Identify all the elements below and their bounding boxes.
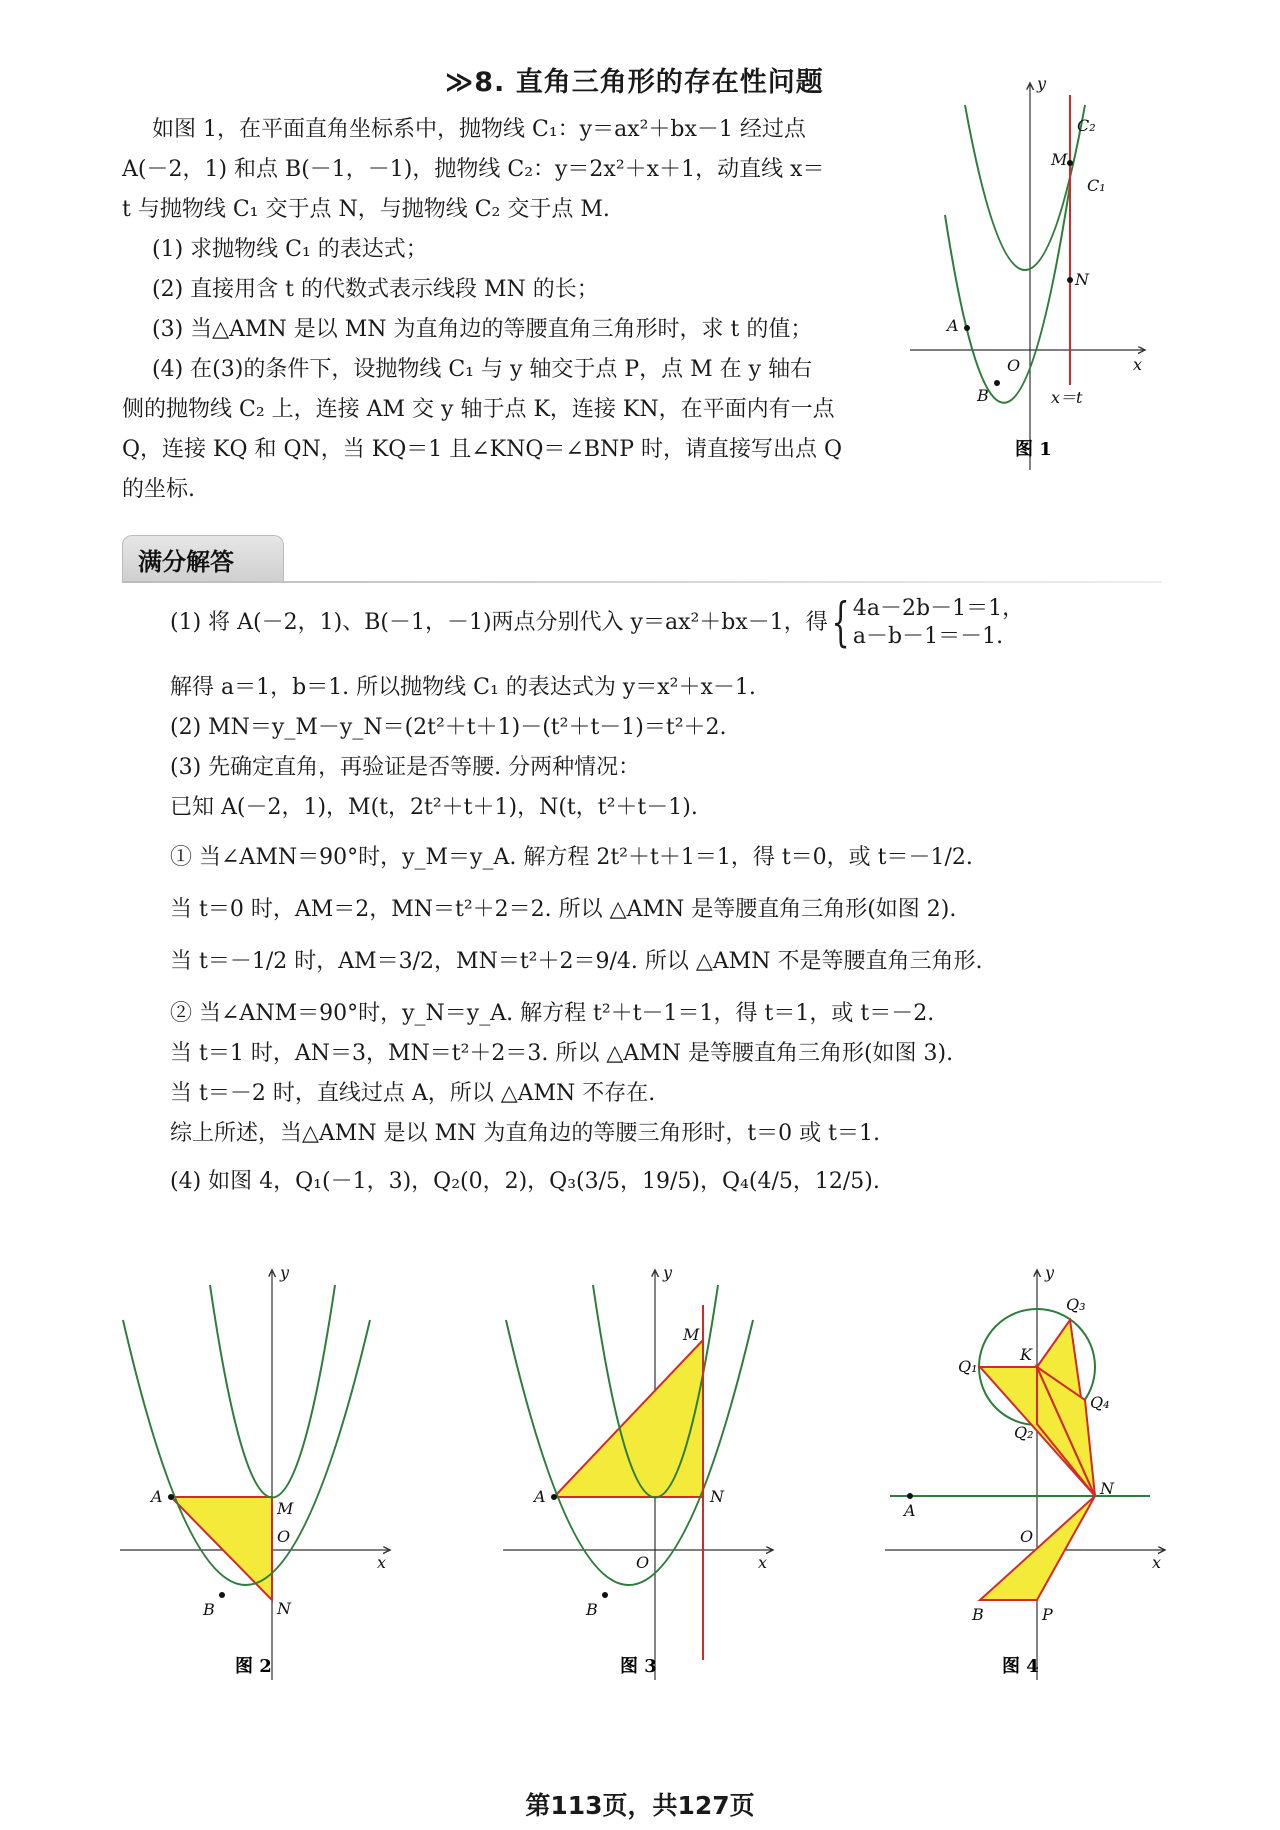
problem-line: (2) 直接用含 t 的代数式表示线段 MN 的长；	[152, 277, 599, 302]
label-x: x	[1152, 1553, 1162, 1572]
solution-line: 当 t＝－1/2 时，AM＝3/2，MN＝t²＋2＝9/4. 所以 △AMN 不是等腰直角三角形.	[170, 949, 983, 974]
label-m: M	[683, 1325, 700, 1344]
page-title: ≫8. 直角三角形的存在性问题	[445, 67, 824, 98]
point-m	[1067, 160, 1073, 166]
label-m: M	[1051, 150, 1068, 169]
figure-2-caption: 图 2	[235, 1656, 272, 1677]
problem-line: (4) 在(3)的条件下，设抛物线 C₁ 与 y 轴交于点 P，点 M 在 y 轴右	[152, 357, 813, 382]
solution-line: ① 当∠AMN＝90°时，y_M＝y_A. 解方程 2t²＋t＋1＝1，得 t＝0，或 t＝－1/2.	[170, 845, 973, 870]
label-line: x＝t	[1051, 388, 1083, 407]
label-n: N	[710, 1487, 724, 1506]
equation-row: 4a－2b－1＝1，	[852, 596, 1025, 621]
brace-icon: {	[831, 593, 850, 653]
solution-text: (1) 将 A(－2，1)、B(－1，－1)两点分别代入 y＝ax²＋bx－1，得	[170, 610, 828, 635]
parabola-c2	[965, 105, 1085, 270]
figure-4-caption: 图 4	[1002, 1656, 1039, 1677]
label-c2: C₂	[1077, 116, 1096, 135]
solution-line-1	[170, 595, 1150, 651]
solution-line: 当 t＝1 时，AN＝3，MN＝t²＋2＝3. 所以 △AMN 是等腰直角三角形(如图 3).	[170, 1041, 954, 1066]
label-a: A	[904, 1501, 916, 1520]
label-y: y	[1037, 75, 1047, 93]
section-label: 满分解答	[138, 548, 234, 576]
label-n: N	[1075, 270, 1089, 289]
label-n: N	[1100, 1479, 1114, 1498]
label-o: O	[636, 1553, 650, 1572]
problem-line: A(－2，1) 和点 B(－1，－1)，抛物线 C₂：y＝2x²＋x＋1，动直线 x＝	[122, 157, 825, 182]
problem-line: 侧的抛物线 C₂ 上，连接 AM 交 y 轴于点 K，连接 KN，在平面内有一点	[122, 397, 835, 422]
figure-3-caption: 图 3	[620, 1656, 657, 1677]
label-q2: Q₂	[1014, 1423, 1034, 1442]
solution-line: 当 t＝－2 时，直线过点 A，所以 △AMN 不存在.	[170, 1081, 656, 1106]
solution-line: (3) 先确定直角，再验证是否等腰. 分两种情况：	[170, 755, 641, 780]
problem-text	[122, 110, 892, 510]
solution-line: 解得 a＝1，b＝1. 所以抛物线 C₁ 的表达式为 y＝x²＋x－1.	[170, 675, 756, 700]
label-o: O	[1007, 356, 1021, 375]
label-b: B	[586, 1600, 598, 1619]
label-n: N	[277, 1599, 291, 1618]
triangle-amn	[171, 1497, 272, 1600]
label-a: A	[151, 1487, 163, 1506]
equation-system	[853, 595, 1024, 651]
figure-3	[498, 1260, 778, 1690]
label-o: O	[277, 1527, 291, 1546]
point-b	[994, 380, 1000, 386]
label-k: K	[1020, 1345, 1032, 1364]
label-c1: C₁	[1087, 176, 1106, 195]
problem-line: 的坐标.	[122, 477, 195, 502]
label-b: B	[972, 1605, 984, 1624]
label-x: x	[758, 1553, 768, 1572]
section-divider	[122, 581, 1162, 583]
label-q1: Q₁	[958, 1357, 978, 1376]
equation-row: a－b－1＝－1.	[852, 624, 1004, 649]
label-y: y	[280, 1263, 290, 1282]
page-footer: 第113页，共127页	[525, 1791, 755, 1820]
label-m: M	[277, 1499, 294, 1518]
label-x: x	[377, 1553, 387, 1572]
solution-line: 综上所述，当△AMN 是以 MN 为直角边的等腰三角形时，t＝0 或 t＝1.	[170, 1121, 880, 1146]
problem-line: (3) 当△AMN 是以 MN 为直角边的等腰直角三角形时，求 t 的值；	[152, 317, 813, 342]
solution-line: (4) 如图 4，Q₁(－1，3)，Q₂(0，2)，Q₃(3/5，19/5)，Q₄(4/5，12/5).	[170, 1169, 880, 1194]
problem-line: 如图 1，在平面直角坐标系中，抛物线 C₁：y＝ax²＋bx－1 经过点	[152, 117, 806, 142]
label-o: O	[1020, 1527, 1034, 1546]
figure-1	[905, 75, 1155, 475]
label-y: y	[663, 1263, 673, 1282]
solution-line: 已知 A(－2，1)，M(t，2t²＋t＋1)，N(t，t²＋t－1).	[170, 795, 698, 820]
label-x: x	[1133, 355, 1143, 374]
label-q4: Q₄	[1090, 1393, 1110, 1412]
solution-line: 当 t＝0 时，AM＝2，MN＝t²＋2＝2. 所以 △AMN 是等腰直角三角形(如图 2).	[170, 897, 957, 922]
point-a	[964, 325, 970, 331]
problem-line: Q，连接 KQ 和 QN，当 KQ＝1 且∠KNQ＝∠BNP 时，请直接写出点 Q	[122, 437, 843, 462]
solution-line: ② 当∠ANM＝90°时，y_N＝y_A. 解方程 t²＋t－1＝1，得 t＝1，或 t＝－2.	[170, 1001, 935, 1026]
label-a: A	[947, 316, 959, 335]
solution-line: (2) MN＝y_M－y_N＝(2t²＋t＋1)－(t²＋t－1)＝t²＋2.	[170, 715, 727, 740]
label-b: B	[977, 386, 989, 405]
point-n	[1067, 277, 1073, 283]
label-b: B	[203, 1600, 215, 1619]
label-a: A	[534, 1487, 546, 1506]
label-y: y	[1045, 1263, 1055, 1282]
problem-line: t 与抛物线 C₁ 交于点 N，与抛物线 C₂ 交于点 M.	[122, 197, 610, 222]
triangle-amn	[554, 1340, 703, 1497]
problem-line: (1) 求抛物线 C₁ 的表达式；	[152, 237, 428, 262]
label-p: P	[1042, 1605, 1053, 1624]
label-q3: Q₃	[1066, 1295, 1086, 1314]
figure-4	[880, 1260, 1170, 1690]
figure-1-caption: 图 1	[1015, 439, 1052, 460]
figure-2	[115, 1260, 395, 1690]
